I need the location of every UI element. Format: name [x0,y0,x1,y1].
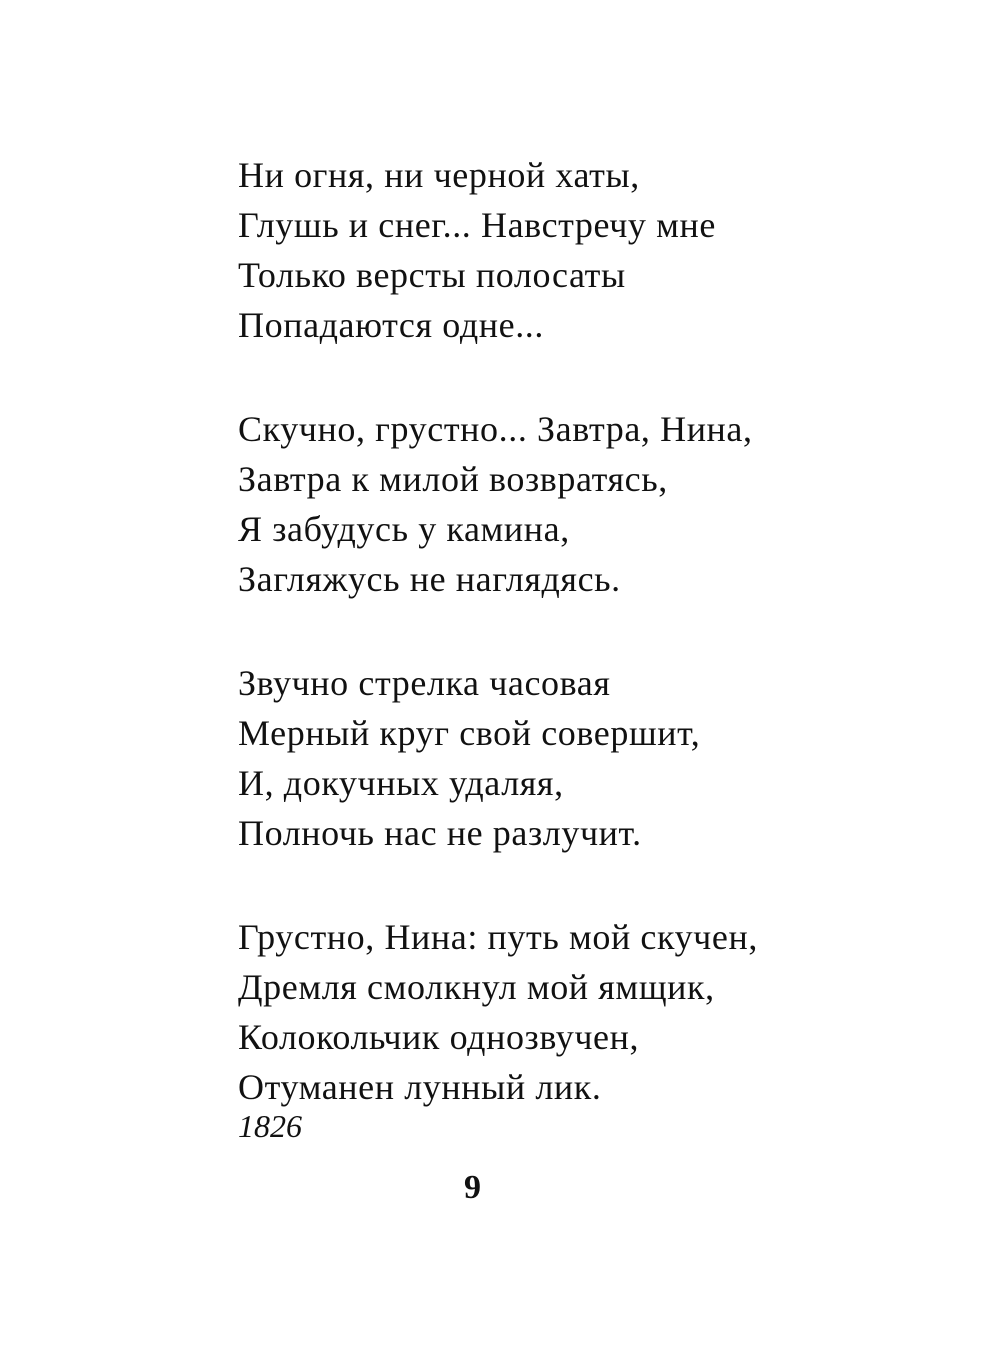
poem-date: 1826 [238,1108,302,1144]
stanza-1 [238,150,938,350]
poem-line: Отуманен лунный лик. [238,1067,602,1107]
poem-line: Загляжусь не наглядясь. [238,559,621,599]
poem-line: Грустно, Нина: путь мой скучен, [238,917,758,957]
stanza-4 [238,912,938,1112]
page-number: 9 [464,1169,481,1206]
poem-line: Попадаются одне... [238,305,544,345]
stanza-3 [238,658,938,858]
poem-line: Глушь и снег... Навстречу мне [238,205,716,245]
poem-line: Полночь нас не разлучит. [238,813,642,853]
poem-line: Мерный круг свой совершит, [238,713,701,753]
poem-line: Завтра к милой возвратясь, [238,459,668,499]
poem-line: Я забудусь у камина, [238,509,570,549]
poem-line: И, докучных удаляя, [238,763,564,803]
poem-body [238,150,938,1166]
poem-line: Ни огня, ни черной хаты, [238,155,640,195]
poem-line: Звучно стрелка часовая [238,663,611,703]
poem-line: Дремля смолкнул мой ямщик, [238,967,715,1007]
stanza-2 [238,404,938,604]
poem-line: Колокольчик однозвучен, [238,1017,640,1057]
poem-line: Только версты полосаты [238,255,626,295]
poem-line: Скучно, грустно... Завтра, Нина, [238,409,753,449]
